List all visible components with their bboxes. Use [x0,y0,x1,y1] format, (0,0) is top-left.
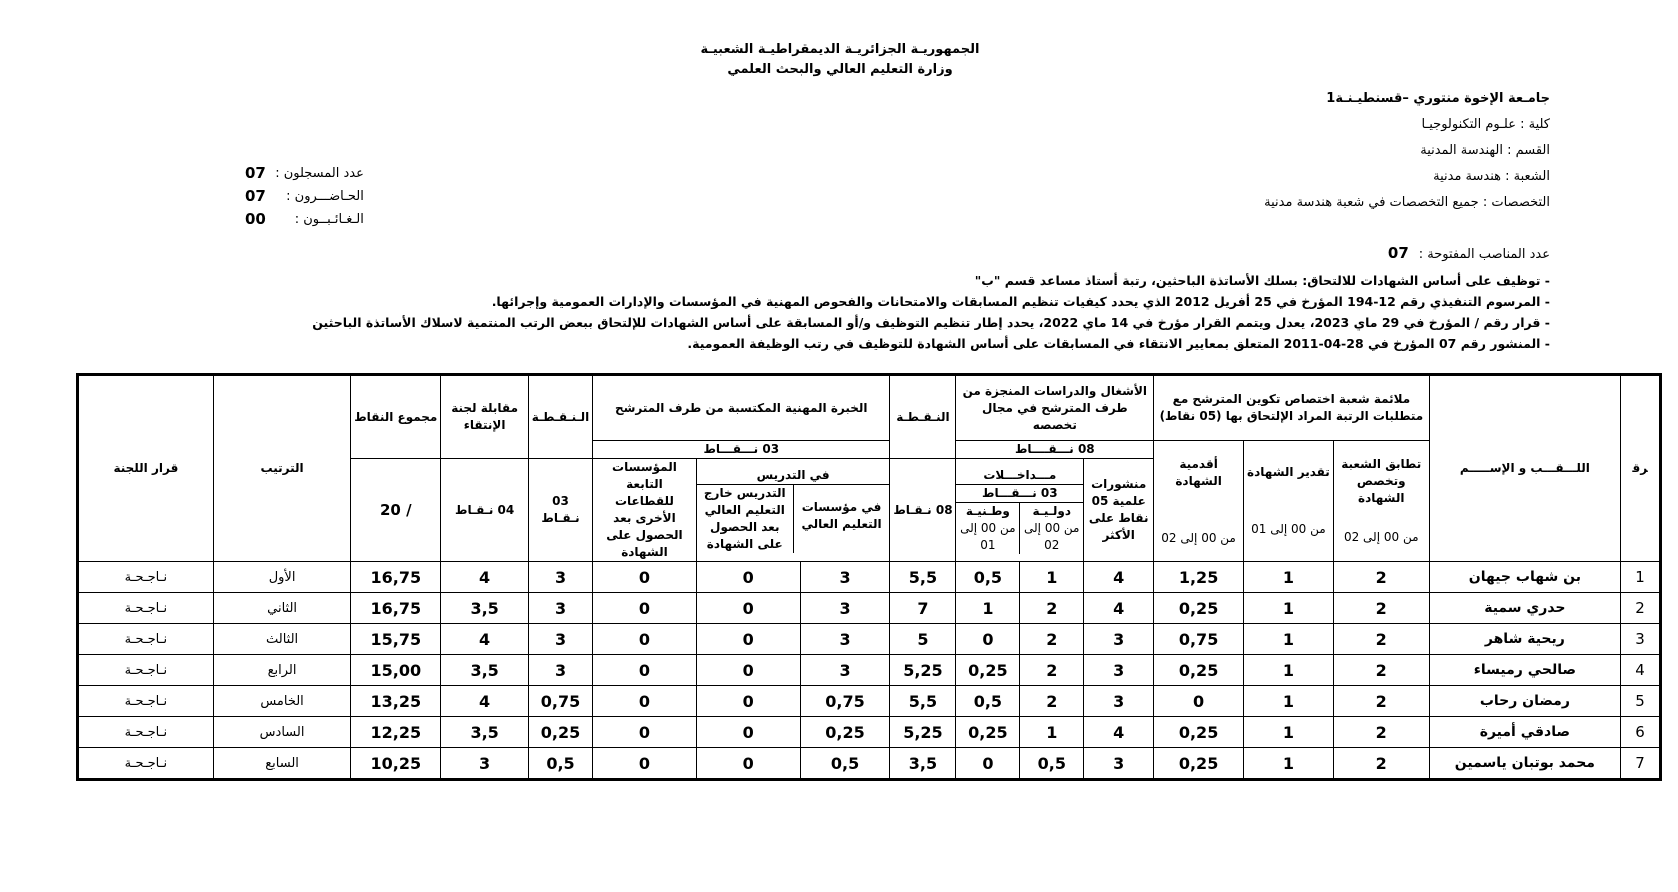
interview-max-header: 04 نـقـاط [441,459,529,562]
row-number: 4 [1621,655,1661,686]
table-row [78,717,1661,748]
international-value: 2 [1020,624,1084,655]
international-value: 1 [1020,717,1084,748]
seniority-label: أقدمية الشهادة [1175,456,1222,488]
branch-match-value: 2 [1333,624,1429,655]
grade-value: 1 [1244,686,1334,717]
interview-value: 4 [441,562,529,593]
open-positions-value: 07 [1387,244,1409,262]
seniority-value: 1,25 [1154,562,1244,593]
total-value: 16,75 [351,593,441,624]
department-line: القسم : الهندسة المدنية [1420,143,1550,158]
branch-match-label: تطابق الشعبة وتخصص الشهادة [1341,457,1422,505]
grade-value: 1 [1244,748,1334,780]
candidate-name: صالحي رميساء [1429,655,1620,686]
candidate-name: بن شهاب جيهان [1429,562,1620,593]
decision-value: نـاجـحـة [78,624,214,655]
in-higher-ed-value: 3 [800,624,890,655]
score3-value: 3 [529,593,593,624]
faculty-line: كلية : علـوم التكنولوجيـا [1421,117,1550,132]
specialties-line: التخصصات : جميع التخصصات في شعبة هندسة مدنية [1264,195,1550,210]
grade-value: 1 [1244,562,1334,593]
candidate-name: حدري سمية [1429,593,1620,624]
rank-value: الأول [213,562,351,593]
international-value: 2 [1020,686,1084,717]
reference-line: - المنشور رقم 07 المؤرخ في 28-04-2011 المتعلق بمعايير الانتقاء في المسابقات على أساس الشهادة للتوظيف في رتب الوظيفة العمومية. [687,336,1550,351]
absent-label: الـغـائـبــون : [294,212,364,227]
in-higher-ed-value: 0,5 [800,748,890,780]
other-sectors-value: 0 [593,717,697,748]
university-name: جامـعة الإخوة منتوري –قسنطيـنـة1 [1326,91,1550,106]
in-higher-ed-value: 3 [800,655,890,686]
outside-higher-ed-header: التدريس خارج التعليم العالي بعد الحصول على الشهادة [703,486,786,551]
score3-value: 3 [529,562,593,593]
decision-value: نـاجـحـة [78,717,214,748]
candidate-name: صادقي أميرة [1429,717,1620,748]
row-number: 7 [1621,748,1661,780]
score3-value: 3 [529,624,593,655]
in-higher-ed-value: 3 [800,562,890,593]
table-row [78,593,1661,624]
table-row [78,624,1661,655]
publications-header: منشورات علمية 05 نقاط على الأكثر [1084,459,1154,562]
branch-match-value: 2 [1333,562,1429,593]
results-table [76,373,1662,781]
rank-value: السادس [213,717,351,748]
score8-value: 5,25 [890,717,956,748]
total-value: 15,75 [351,624,441,655]
reference-line: - توظيف على أساس الشهادات للالتحاق: بسلك الأساتذة الباحثين، رتبة أستاذ مساعد قسم "ب" [974,273,1550,288]
national-value: 0 [956,624,1020,655]
decision-value: نـاجـحـة [78,748,214,780]
interview-value: 4 [441,686,529,717]
open-positions [1388,244,1550,262]
publications-value: 3 [1084,624,1154,655]
international-value: 1 [1020,562,1084,593]
total-value: 13,25 [351,686,441,717]
table-row [78,562,1661,593]
rank-value: الخامس [213,686,351,717]
seniority-value: 0,25 [1154,717,1244,748]
other-sectors-header: المؤسسات التابعة للقطاعات الأخرى بعد الحصول على الشهادة [593,459,697,562]
seniority-value: 0,25 [1154,748,1244,780]
international-value: 0,5 [1020,748,1084,780]
branch-match-value: 2 [1333,593,1429,624]
national-label: وطـنيـة [965,503,1010,518]
interview-value: 3,5 [441,593,529,624]
row-number: 3 [1621,624,1661,655]
total-value: 15,00 [351,655,441,686]
score3-max-header: 03 نـقـاط [529,459,593,562]
in-higher-ed-header: في مؤسسات التعليم العالي [793,485,890,553]
seniority-value: 0 [1154,686,1244,717]
outside-higher-ed-value: 0 [696,624,800,655]
communications-points: 03 نـــقـــاط [956,485,1083,503]
national-col [956,503,1019,554]
absent-value: 00 [245,210,266,228]
experience-header: الخبرة المهنية المكتسبة من طرف المترشح [593,375,890,441]
interview-value: 3,5 [441,717,529,748]
other-sectors-value: 0 [593,655,697,686]
teaching-header [696,459,890,562]
decision-value: نـاجـحـة [78,655,214,686]
registered-value: 07 [245,164,266,182]
candidate-name: رمضان رحاب [1429,686,1620,717]
table-row [78,655,1661,686]
row-number: 1 [1621,562,1661,593]
branch-match-value: 2 [1333,748,1429,780]
other-sectors-value: 0 [593,562,697,593]
interview-header: مقابلة لجنة الإنتقاء [441,375,529,459]
national-range: من 00 إلى 01 [960,520,1016,552]
works-points-header: 08 نـــقــــاط [956,441,1154,459]
row-number: 2 [1621,593,1661,624]
outside-higher-ed-value: 0 [696,593,800,624]
publications-value: 4 [1084,593,1154,624]
name-header: اللـــقـــب و الإســـــم [1429,375,1620,562]
present-label: الحـاضـــرون : [286,189,364,204]
table-row [78,686,1661,717]
publications-value: 3 [1084,748,1154,780]
outside-higher-ed-value: 0 [696,748,800,780]
decision-value: نـاجـحـة [78,593,214,624]
international-value: 2 [1020,655,1084,686]
branch-match-range: من 00 إلى 02 [1343,530,1419,544]
candidate-name: ريحية شاهر [1429,624,1620,655]
teaching-label: في التدريس [697,467,890,485]
publications-value: 4 [1084,717,1154,748]
decision-value: نـاجـحـة [78,562,214,593]
score3-value: 0,75 [529,686,593,717]
score3-value: 0,5 [529,748,593,780]
branch-line: الشعبة : هندسة مدنية [1433,169,1550,184]
institution-info [1264,86,1550,216]
reference-line: - قرار رقم / المؤرخ في 29 ماي 2023، يعدل ويتمم القرار مؤرخ في 14 ماي 2022، يحدد إطار تنظيم التوظيف و/أو المسابقة على أساس الشهادات للإلتحاق ببعض الرتب المنتمية لاسلاك الأساتذة الباحثين [312,315,1550,330]
outside-higher-ed-value: 0 [696,562,800,593]
republic-title: الجمهوريـة الجزائريـة الديمقراطيـة الشعبيـة [700,42,980,57]
rank-value: الثالث [213,624,351,655]
international-value: 2 [1020,593,1084,624]
score3-header: الـنـقـطـة [529,375,593,459]
score8-header: النـقـطـة [890,375,956,459]
rank-value: السابع [213,748,351,780]
communications-header [956,459,1084,562]
outside-higher-ed-value: 0 [696,655,800,686]
branch-match-header [1333,441,1429,562]
in-higher-ed-value: 3 [800,593,890,624]
national-value: 0,25 [956,717,1020,748]
reference-line: - المرسوم التنفيذي رقم 12-194 المؤرخ في 25 أفريل 2012 الذي يحدد كيفيات تنظيم المسابقات والامتحانات والفحوص المهنية في المؤسسات والإدارات العمومية وإجرائها. [491,294,1550,309]
national-value: 0,5 [956,686,1020,717]
experience-points-header: 03 نـــقـــاط [593,441,890,459]
total-header: مجموع النقاط [351,375,441,459]
grade-value: 1 [1244,624,1334,655]
grade-label: تقدير الشهادة [1247,465,1330,479]
interview-value: 4 [441,624,529,655]
decision-header: قرار اللجنة [78,375,214,562]
branch-match-value: 2 [1333,655,1429,686]
seniority-value: 0,25 [1154,655,1244,686]
score8-value: 3,5 [890,748,956,780]
publications-value: 4 [1084,562,1154,593]
rank-value: الرابع [213,655,351,686]
present-value: 07 [245,187,266,205]
seniority-range: من 00 إلى 02 [1161,530,1236,545]
other-sectors-value: 0 [593,624,697,655]
score3-value: 0,25 [529,717,593,748]
communications-label: مـــداخـــلات [956,467,1083,485]
publications-value: 3 [1084,655,1154,686]
publications-value: 3 [1084,686,1154,717]
rank-value: الثاني [213,593,351,624]
national-value: 1 [956,593,1020,624]
legal-references [312,270,1550,354]
total-value: 10,25 [351,748,441,780]
score3-value: 3 [529,655,593,686]
branch-match-value: 2 [1333,686,1429,717]
interview-value: 3,5 [441,655,529,686]
score8-value: 5,5 [890,686,956,717]
score8-value: 5 [890,624,956,655]
score8-max-header: 08 نـقـاط [890,459,956,562]
seniority-value: 0,75 [1154,624,1244,655]
other-sectors-value: 0 [593,593,697,624]
row-number: 5 [1621,686,1661,717]
open-positions-label: عدد المناصب المفتوحة : [1418,247,1550,262]
grade-range: من 00 إلى 01 [1251,522,1326,536]
registered-label: عدد المسجلون : [275,166,364,181]
decision-value: نـاجـحـة [78,686,214,717]
attendance-counts [245,162,364,231]
international-range: من 00 إلى 02 [1024,520,1080,552]
seniority-value: 0,25 [1154,593,1244,624]
other-sectors-value: 0 [593,686,697,717]
score8-value: 7 [890,593,956,624]
grade-value: 1 [1244,593,1334,624]
national-value: 0 [956,748,1020,780]
works-header: الأشغال والدراسات المنجزة من طرف المترشح في مجال تخصصه [956,375,1154,441]
outside-higher-ed-value: 0 [696,717,800,748]
ministry-title: وزارة التعليم العالي والبحث العلمي [727,62,953,77]
in-higher-ed-value: 0,25 [800,717,890,748]
grade-value: 1 [1244,655,1334,686]
branch-match-value: 2 [1333,717,1429,748]
table-row [78,748,1661,780]
rank-header: الترتيب [213,375,351,562]
grade-header [1244,441,1334,562]
number-header: ﺮﻗ [1621,375,1661,562]
row-number: 6 [1621,717,1661,748]
interview-value: 3 [441,748,529,780]
grade-value: 1 [1244,717,1334,748]
total-value: 12,25 [351,717,441,748]
other-sectors-value: 0 [593,748,697,780]
candidate-name: محمد بوتبان ياسمين [1429,748,1620,780]
suitability-header: ملائمة شعبة اختصاص تكوين المترشح مع متطلبات الرتبة المراد الإلتحاق بها (05 نقاط) [1154,375,1429,441]
international-label: دولـيـة [1032,503,1072,518]
international-col [1019,503,1083,554]
national-value: 0,5 [956,562,1020,593]
national-value: 0,25 [956,655,1020,686]
total-value: 16,75 [351,562,441,593]
total-max-header: / 20 [351,459,441,562]
in-higher-ed-value: 0,75 [800,686,890,717]
score8-value: 5,25 [890,655,956,686]
outside-higher-ed-value: 0 [696,686,800,717]
score8-value: 5,5 [890,562,956,593]
seniority-header [1154,441,1244,562]
